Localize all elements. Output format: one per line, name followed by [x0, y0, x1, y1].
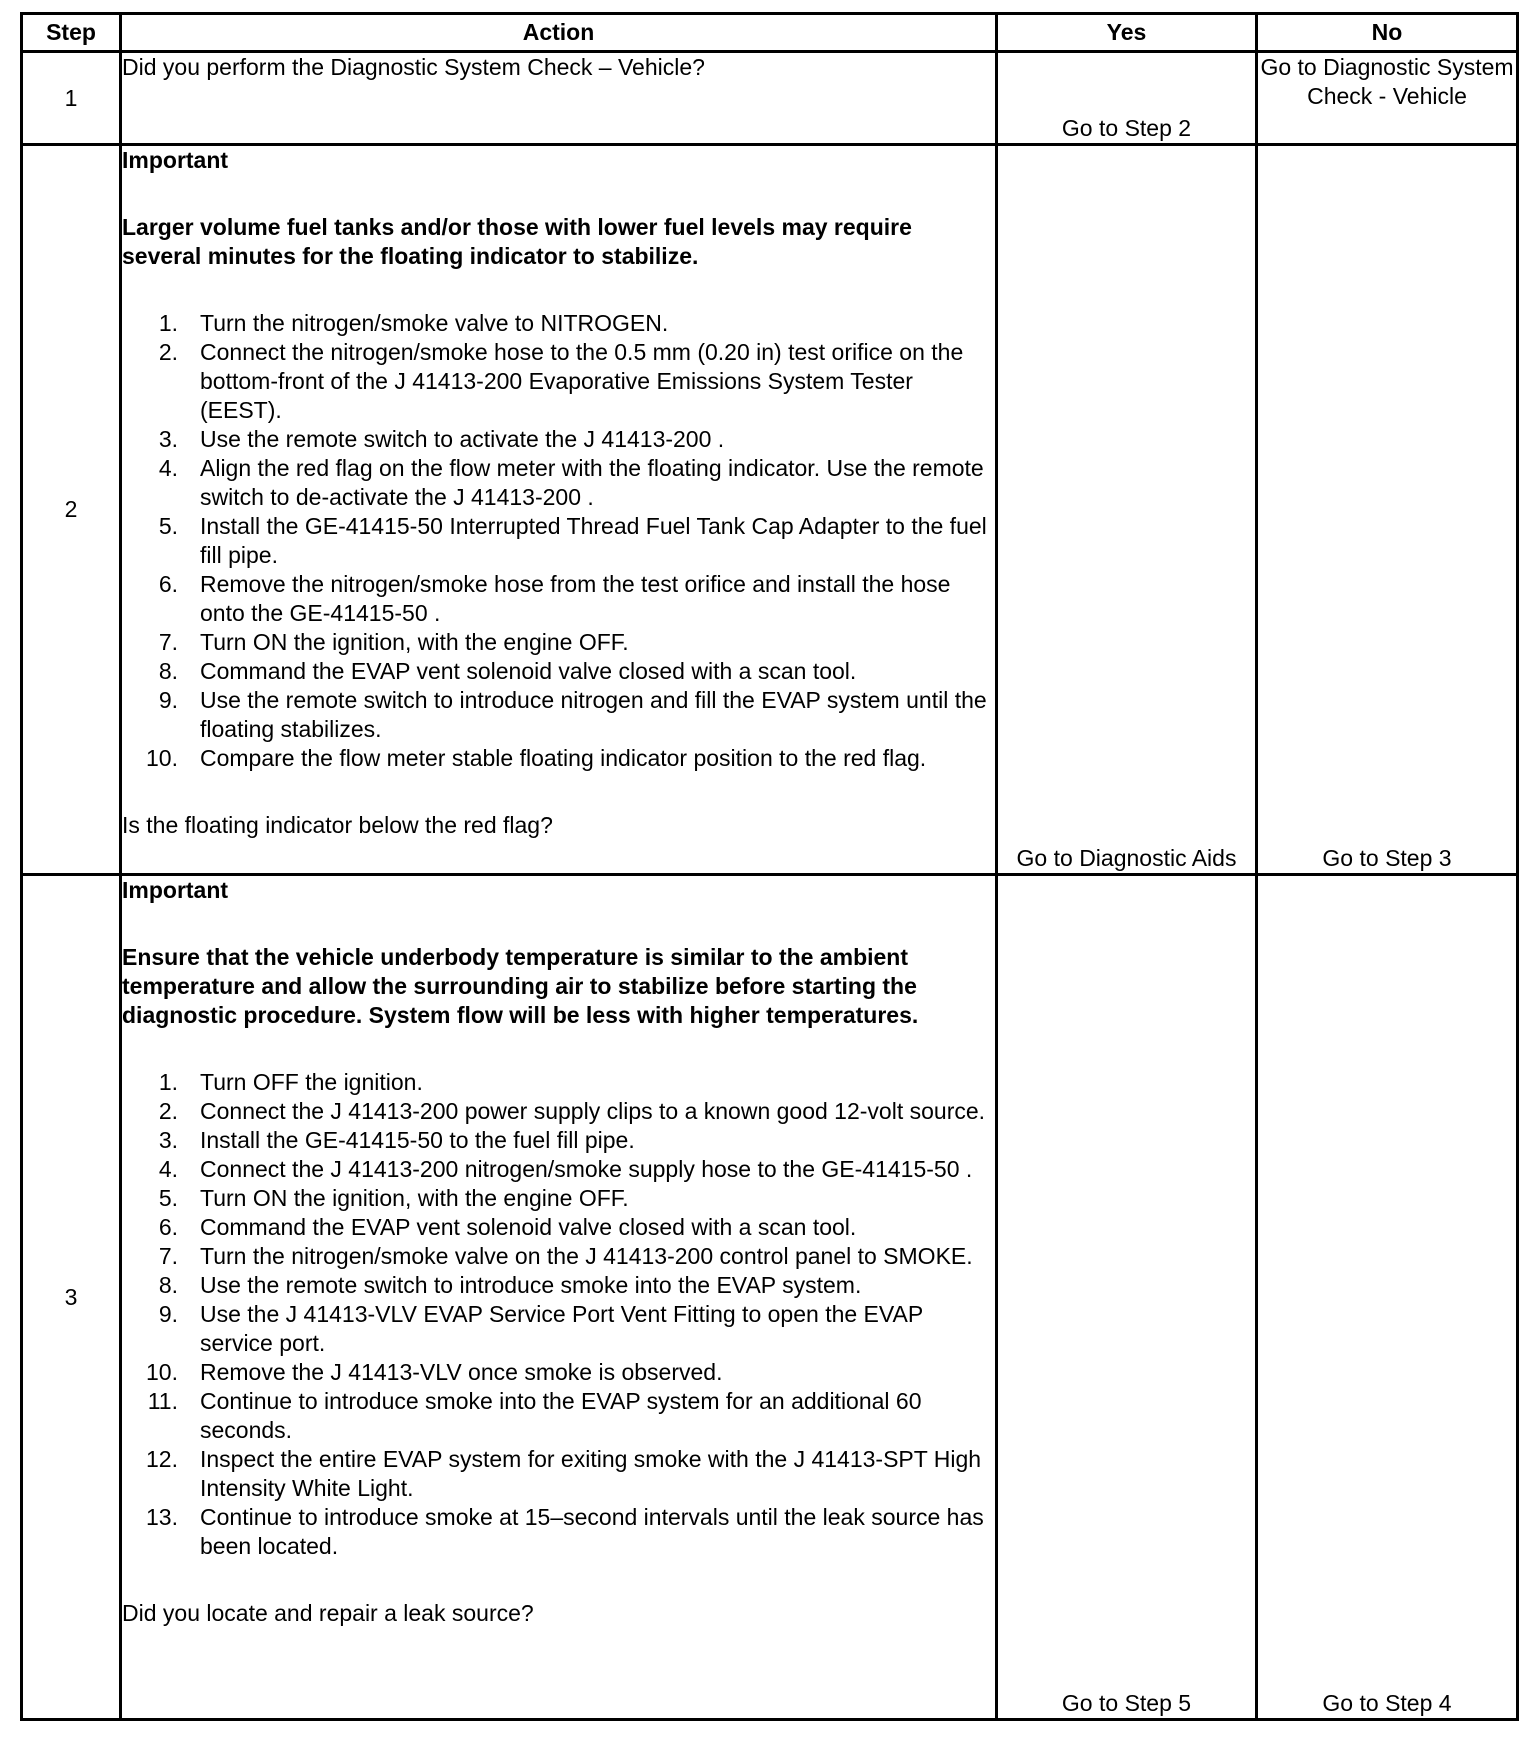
list-item: 1. Turn OFF the ignition.: [158, 1069, 423, 1095]
list-item: 6. Command the EVAP vent solenoid valve closed with a scan tool.: [158, 1214, 857, 1240]
list-item: 5. Install the GE-41415-50 Interrupted Thread Fuel Tank Cap Adapter to the fuel fill pipe.: [158, 513, 987, 568]
yes-cell: Go to Step 2: [997, 52, 1257, 145]
procedure-list: [122, 1068, 995, 1561]
yes-cell: Go to Diagnostic Aids: [997, 145, 1257, 875]
step-number: 1: [22, 52, 121, 145]
header-action: Action: [121, 14, 997, 52]
table-row-step-1: [22, 52, 1518, 145]
important-title: Important: [122, 147, 229, 173]
table-row-step-2: [22, 145, 1518, 875]
important-title: Important: [122, 877, 229, 903]
list-item: 10. Compare the flow meter stable floating indicator position to the red flag.: [146, 745, 927, 771]
important-text: Ensure that the vehicle underbody temperature is similar to the ambient temperature and allow the surrounding air to stabilize before starting the diagnostic procedure. System flow will be less with higher temperatures.: [122, 944, 919, 1028]
list-item: 9. Use the remote switch to introduce nitrogen and fill the EVAP system until the floating stabilizes.: [158, 687, 987, 742]
list-item: 7. Turn the nitrogen/smoke valve on the J 41413-200 control panel to SMOKE.: [158, 1243, 973, 1269]
list-item: 9. Use the J 41413-VLV EVAP Service Port Vent Fitting to open the EVAP service port.: [158, 1301, 923, 1356]
list-item: 4. Align the red flag on the flow meter with the floating indicator. Use the remote switch to de-activate the J 41413-200 .: [158, 455, 984, 510]
list-item: 10. Remove the J 41413-VLV once smoke is observed.: [146, 1359, 723, 1385]
no-cell: Go to Step 4: [1257, 875, 1518, 1720]
list-item: 1. Turn the nitrogen/smoke valve to NITROGEN.: [158, 310, 669, 336]
list-item: 7. Turn ON the ignition, with the engine OFF.: [158, 629, 629, 655]
action-cell: [121, 145, 997, 875]
step-number: 3: [22, 875, 121, 1720]
list-item: 2. Connect the nitrogen/smoke hose to the 0.5 mm (0.20 in) test orifice on the bottom-front of the J 41413-200 Evaporative Emissions System Tester (EEST).: [158, 339, 964, 423]
list-item: 13. Continue to introduce smoke at 15–second intervals until the leak source has been located.: [146, 1504, 984, 1559]
important-text: Larger volume fuel tanks and/or those with lower fuel levels may require several minutes for the floating indicator to stabilize.: [122, 214, 912, 269]
step-number: 2: [22, 145, 121, 875]
table-header-row: [22, 14, 1518, 52]
table-row-step-3: [22, 875, 1518, 1720]
no-cell: Go to Step 3: [1257, 145, 1518, 875]
list-item: 2. Connect the J 41413-200 power supply clips to a known good 12-volt source.: [158, 1098, 986, 1124]
action-question: Did you perform the Diagnostic System Check – Vehicle?: [122, 54, 705, 80]
list-item: 5. Turn ON the ignition, with the engine OFF.: [158, 1185, 629, 1211]
action-cell: [121, 52, 997, 145]
action-question: Is the floating indicator below the red flag?: [122, 812, 553, 838]
header-no: No: [1257, 14, 1518, 52]
procedure-list: [122, 309, 995, 773]
list-item: 11. Continue to introduce smoke into the EVAP system for an additional 60 seconds.: [147, 1388, 922, 1443]
list-item: 3. Use the remote switch to activate the J 41413-200 .: [158, 426, 725, 452]
list-item: 12. Inspect the entire EVAP system for exiting smoke with the J 41413-SPT High Intensity White Light.: [146, 1446, 982, 1501]
no-cell: Go to Diagnostic System Check - Vehicle: [1257, 52, 1518, 145]
header-step: Step: [22, 14, 121, 52]
diagnostic-table: [20, 12, 1519, 1721]
header-yes: Yes: [997, 14, 1257, 52]
list-item: 6. Remove the nitrogen/smoke hose from the test orifice and install the hose onto the GE-41415-50 .: [158, 571, 951, 626]
action-question: Did you locate and repair a leak source?: [122, 1600, 534, 1626]
list-item: 8. Command the EVAP vent solenoid valve closed with a scan tool.: [158, 658, 857, 684]
action-cell: [121, 875, 997, 1720]
list-item: 3. Install the GE-41415-50 to the fuel fill pipe.: [158, 1127, 635, 1153]
yes-cell: Go to Step 5: [997, 875, 1257, 1720]
list-item: 4. Connect the J 41413-200 nitrogen/smoke supply hose to the GE-41415-50 .: [158, 1156, 973, 1182]
list-item: 8. Use the remote switch to introduce smoke into the EVAP system.: [158, 1272, 862, 1298]
